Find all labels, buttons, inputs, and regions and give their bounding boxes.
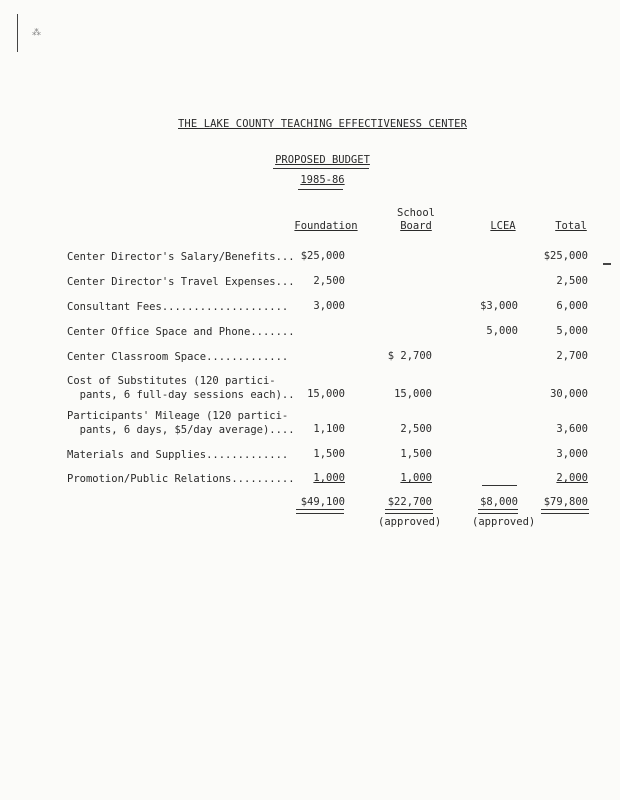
row-substitutes-school-board: 15,000 xyxy=(394,388,432,400)
col-header-school-board-line1: School xyxy=(397,207,435,219)
subtitle-rule xyxy=(273,168,369,169)
row-label-consultant-fees: Consultant Fees.................... xyxy=(67,301,289,313)
row-director-salary-foundation: $25,000 xyxy=(300,250,345,262)
row-promotion-total: 2,000 xyxy=(556,472,588,484)
row-office-space-total: 5,000 xyxy=(556,325,588,337)
document-title: THE LAKE COUNTY TEACHING EFFECTIVENESS CENTER xyxy=(178,118,467,130)
row-label-materials: Materials and Supplies............. xyxy=(67,449,289,461)
row-materials-total: 3,000 xyxy=(556,448,588,460)
row-label-director-travel: Center Director's Travel Expenses... xyxy=(67,276,295,288)
col-header-lcea: LCEA xyxy=(490,220,516,232)
margin-scribble: ⁂ xyxy=(32,28,41,38)
margin-dash xyxy=(603,263,611,265)
row-substitutes-total: 30,000 xyxy=(550,388,588,400)
row-label-mileage: Participants' Mileage (120 partici- pants, 6 days, $5/day average).... xyxy=(67,410,295,436)
total-school-board-double-rule xyxy=(385,509,433,514)
row-label-classroom-space: Center Classroom Space............. xyxy=(67,351,289,363)
note-school-board-approved: (approved) xyxy=(378,516,442,528)
total-foundation-double-rule xyxy=(296,509,344,514)
row-classroom-space-total: 2,700 xyxy=(556,350,588,362)
total-foundation: $49,100 xyxy=(300,496,345,508)
row-label-substitutes: Cost of Substitutes (120 partici- pants, 6 full-day sessions each).. xyxy=(67,375,295,401)
row-mileage-total: 3,600 xyxy=(556,423,588,435)
row-mileage-foundation: 1,100 xyxy=(313,423,345,435)
lcea-subtotal-rule xyxy=(482,485,517,486)
row-consultant-fees-foundation: 3,000 xyxy=(313,300,345,312)
row-classroom-space-school-board: $ 2,700 xyxy=(387,350,432,362)
margin-mark xyxy=(17,14,18,52)
col-header-school-board-line2: Board xyxy=(400,220,432,232)
row-substitutes-foundation: 15,000 xyxy=(307,388,345,400)
col-header-foundation: Foundation xyxy=(294,220,358,232)
row-director-travel-foundation: 2,500 xyxy=(313,275,345,287)
row-promotion-school-board: 1,000 xyxy=(400,472,432,484)
row-label-director-salary: Center Director's Salary/Benefits... xyxy=(67,251,295,263)
row-consultant-fees-lcea: $3,000 xyxy=(480,300,518,312)
row-materials-foundation: 1,500 xyxy=(313,448,345,460)
document-year: 1985-86 xyxy=(300,174,345,186)
row-promotion-foundation: 1,000 xyxy=(313,472,345,484)
row-label-office-space: Center Office Space and Phone....... xyxy=(67,326,295,338)
row-office-space-lcea: 5,000 xyxy=(486,325,518,337)
total-school-board: $22,700 xyxy=(387,496,432,508)
row-director-salary-total: $25,000 xyxy=(543,250,588,262)
row-label-promotion: Promotion/Public Relations.......... xyxy=(67,473,295,485)
row-consultant-fees-total: 6,000 xyxy=(556,300,588,312)
total-lcea-double-rule xyxy=(478,509,518,514)
row-director-travel-total: 2,500 xyxy=(556,275,588,287)
document-subtitle: PROPOSED BUDGET xyxy=(275,154,370,166)
total-lcea: $8,000 xyxy=(480,496,518,508)
row-materials-school-board: 1,500 xyxy=(400,448,432,460)
note-lcea-approved: (approved) xyxy=(472,516,536,528)
col-header-total: Total xyxy=(555,220,587,232)
total-grand-double-rule xyxy=(541,509,589,514)
total-grand: $79,800 xyxy=(543,496,588,508)
row-mileage-school-board: 2,500 xyxy=(400,423,432,435)
year-rule xyxy=(298,189,343,190)
